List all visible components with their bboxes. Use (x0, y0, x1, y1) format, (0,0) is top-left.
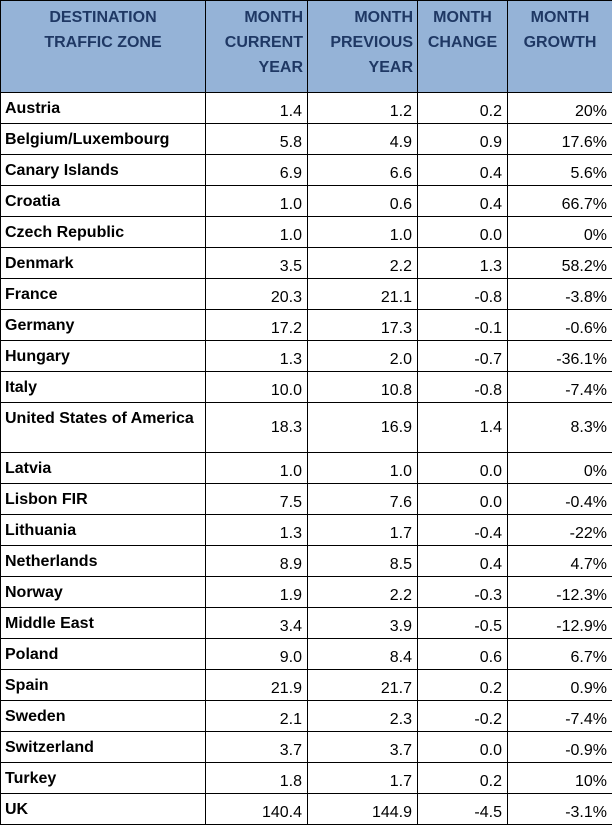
month-change-cell: 0.4 (418, 186, 508, 217)
month-current-year-cell: 1.8 (206, 763, 308, 794)
zone-cell: Sweden (1, 701, 206, 732)
month-growth-cell: 66.7% (508, 186, 612, 217)
zone-cell: Belgium/Luxembourg (1, 124, 206, 155)
month-previous-year-cell: 144.9 (308, 794, 418, 825)
month-previous-year-cell: 1.2 (308, 93, 418, 124)
month-previous-year-cell: 1.0 (308, 217, 418, 248)
header-line: CURRENT (224, 34, 303, 51)
month-change-cell: -0.7 (418, 341, 508, 372)
month-growth-cell: -7.4% (508, 372, 612, 403)
header-month-previous-year (308, 1, 418, 93)
table-row (1, 794, 612, 825)
month-current-year-cell: 1.0 (206, 453, 308, 484)
month-previous-year-cell: 2.2 (308, 577, 418, 608)
header-line: YEAR (368, 59, 413, 76)
month-growth-cell: 58.2% (508, 248, 612, 279)
month-current-year-cell: 17.2 (206, 310, 308, 341)
zone-cell: Norway (1, 577, 206, 608)
table-row (1, 279, 612, 310)
month-current-year-cell: 8.9 (206, 546, 308, 577)
month-growth-cell: 17.6% (508, 124, 612, 155)
table-row (1, 341, 612, 372)
zone-cell: Canary Islands (1, 155, 206, 186)
zone-cell: Turkey (1, 763, 206, 794)
month-previous-year-cell: 17.3 (308, 310, 418, 341)
month-previous-year-cell: 7.6 (308, 484, 418, 515)
month-current-year-cell: 21.9 (206, 670, 308, 701)
zone-cell: Czech Republic (1, 217, 206, 248)
zone-cell: Croatia (1, 186, 206, 217)
month-current-year-cell: 1.4 (206, 93, 308, 124)
month-change-cell: -0.8 (418, 372, 508, 403)
table-row (1, 372, 612, 403)
zone-cell: Denmark (1, 248, 206, 279)
zone-cell: Spain (1, 670, 206, 701)
month-growth-cell: 10% (508, 763, 612, 794)
month-current-year-cell: 3.5 (206, 248, 308, 279)
month-change-cell: 1.3 (418, 248, 508, 279)
table-row (1, 670, 612, 701)
month-growth-cell: -0.6% (508, 310, 612, 341)
month-change-cell: -0.5 (418, 608, 508, 639)
header-line: CHANGE (427, 34, 498, 51)
table-row (1, 577, 612, 608)
month-previous-year-cell: 0.6 (308, 186, 418, 217)
month-change-cell: 0.9 (418, 124, 508, 155)
table-row (1, 403, 612, 453)
month-growth-cell: 0% (508, 217, 612, 248)
zone-cell: United States of America (1, 403, 206, 453)
month-previous-year-cell: 1.0 (308, 453, 418, 484)
zone-cell: Switzerland (1, 732, 206, 763)
month-growth-cell: -12.3% (508, 577, 612, 608)
header-destination-traffic-zone (1, 1, 206, 93)
month-growth-cell: 6.7% (508, 639, 612, 670)
month-previous-year-cell: 2.0 (308, 341, 418, 372)
month-change-cell: 0.0 (418, 732, 508, 763)
month-growth-cell: -7.4% (508, 701, 612, 732)
zone-cell: Italy (1, 372, 206, 403)
month-growth-cell: 20% (508, 93, 612, 124)
month-current-year-cell: 18.3 (206, 403, 308, 453)
table-row (1, 515, 612, 546)
month-growth-cell: -22% (508, 515, 612, 546)
table-row (1, 248, 612, 279)
month-current-year-cell: 10.0 (206, 372, 308, 403)
month-change-cell: 0.6 (418, 639, 508, 670)
month-current-year-cell: 1.0 (206, 217, 308, 248)
header-line: MONTH (354, 9, 413, 26)
month-change-cell: 0.0 (418, 217, 508, 248)
month-growth-cell: 8.3% (508, 403, 612, 453)
month-previous-year-cell: 3.7 (308, 732, 418, 763)
zone-cell: Latvia (1, 453, 206, 484)
month-growth-cell: -0.9% (508, 732, 612, 763)
month-change-cell: 0.4 (418, 546, 508, 577)
table-header (1, 1, 612, 93)
month-change-cell: 0.4 (418, 155, 508, 186)
month-change-cell: 1.4 (418, 403, 508, 453)
month-growth-cell: -0.4% (508, 484, 612, 515)
month-current-year-cell: 1.3 (206, 515, 308, 546)
month-current-year-cell: 3.7 (206, 732, 308, 763)
month-change-cell: 0.0 (418, 453, 508, 484)
table-row (1, 93, 612, 124)
month-previous-year-cell: 8.5 (308, 546, 418, 577)
table-row (1, 186, 612, 217)
month-previous-year-cell: 1.7 (308, 763, 418, 794)
month-change-cell: -0.8 (418, 279, 508, 310)
table-row (1, 639, 612, 670)
header-row (1, 1, 612, 93)
month-previous-year-cell: 2.2 (308, 248, 418, 279)
header-line: PREVIOUS (330, 34, 413, 51)
month-growth-cell: 4.7% (508, 546, 612, 577)
month-change-cell: 0.0 (418, 484, 508, 515)
zone-cell: Lisbon FIR (1, 484, 206, 515)
month-growth-cell: 0% (508, 453, 612, 484)
month-growth-cell: -3.1% (508, 794, 612, 825)
header-line: TRAFFIC ZONE (44, 34, 162, 51)
zone-cell: France (1, 279, 206, 310)
month-previous-year-cell: 6.6 (308, 155, 418, 186)
month-current-year-cell: 6.9 (206, 155, 308, 186)
header-month-current-year (206, 1, 308, 93)
zone-cell: UK (1, 794, 206, 825)
month-previous-year-cell: 4.9 (308, 124, 418, 155)
month-previous-year-cell: 16.9 (308, 403, 418, 453)
header-line: GROWTH (523, 34, 597, 51)
month-previous-year-cell: 3.9 (308, 608, 418, 639)
table-row (1, 155, 612, 186)
month-change-cell: 0.2 (418, 670, 508, 701)
table-row (1, 124, 612, 155)
zone-cell: Germany (1, 310, 206, 341)
month-current-year-cell: 20.3 (206, 279, 308, 310)
zone-cell: Lithuania (1, 515, 206, 546)
month-current-year-cell: 1.0 (206, 186, 308, 217)
zone-cell: Hungary (1, 341, 206, 372)
month-change-cell: -4.5 (418, 794, 508, 825)
month-current-year-cell: 1.9 (206, 577, 308, 608)
table-row (1, 701, 612, 732)
month-previous-year-cell: 10.8 (308, 372, 418, 403)
zone-cell: Netherlands (1, 546, 206, 577)
table-body (1, 93, 612, 825)
zone-cell: Poland (1, 639, 206, 670)
month-change-cell: -0.1 (418, 310, 508, 341)
table-row (1, 763, 612, 794)
header-line: MONTH (433, 9, 492, 26)
header-line: MONTH (530, 9, 590, 26)
month-previous-year-cell: 2.3 (308, 701, 418, 732)
zone-cell: Austria (1, 93, 206, 124)
month-current-year-cell: 140.4 (206, 794, 308, 825)
header-line: DESTINATION (49, 9, 157, 26)
table-row (1, 732, 612, 763)
month-current-year-cell: 3.4 (206, 608, 308, 639)
table-row (1, 453, 612, 484)
month-growth-cell: 0.9% (508, 670, 612, 701)
month-change-cell: -0.2 (418, 701, 508, 732)
month-change-cell: -0.4 (418, 515, 508, 546)
header-line: MONTH (244, 9, 303, 26)
header-line: YEAR (258, 59, 303, 76)
month-growth-cell: -12.9% (508, 608, 612, 639)
month-current-year-cell: 1.3 (206, 341, 308, 372)
table-row (1, 217, 612, 248)
month-growth-cell: 5.6% (508, 155, 612, 186)
table-row (1, 546, 612, 577)
month-previous-year-cell: 21.7 (308, 670, 418, 701)
table-row (1, 484, 612, 515)
month-previous-year-cell: 8.4 (308, 639, 418, 670)
month-current-year-cell: 7.5 (206, 484, 308, 515)
month-current-year-cell: 2.1 (206, 701, 308, 732)
month-change-cell: 0.2 (418, 93, 508, 124)
zone-cell: Middle East (1, 608, 206, 639)
month-previous-year-cell: 21.1 (308, 279, 418, 310)
month-growth-cell: -36.1% (508, 341, 612, 372)
header-month-growth (508, 1, 612, 93)
table-row (1, 608, 612, 639)
header-month-change (418, 1, 508, 93)
month-current-year-cell: 5.8 (206, 124, 308, 155)
table-row (1, 310, 612, 341)
month-change-cell: 0.2 (418, 763, 508, 794)
month-previous-year-cell: 1.7 (308, 515, 418, 546)
month-current-year-cell: 9.0 (206, 639, 308, 670)
month-change-cell: -0.3 (418, 577, 508, 608)
month-growth-cell: -3.8% (508, 279, 612, 310)
